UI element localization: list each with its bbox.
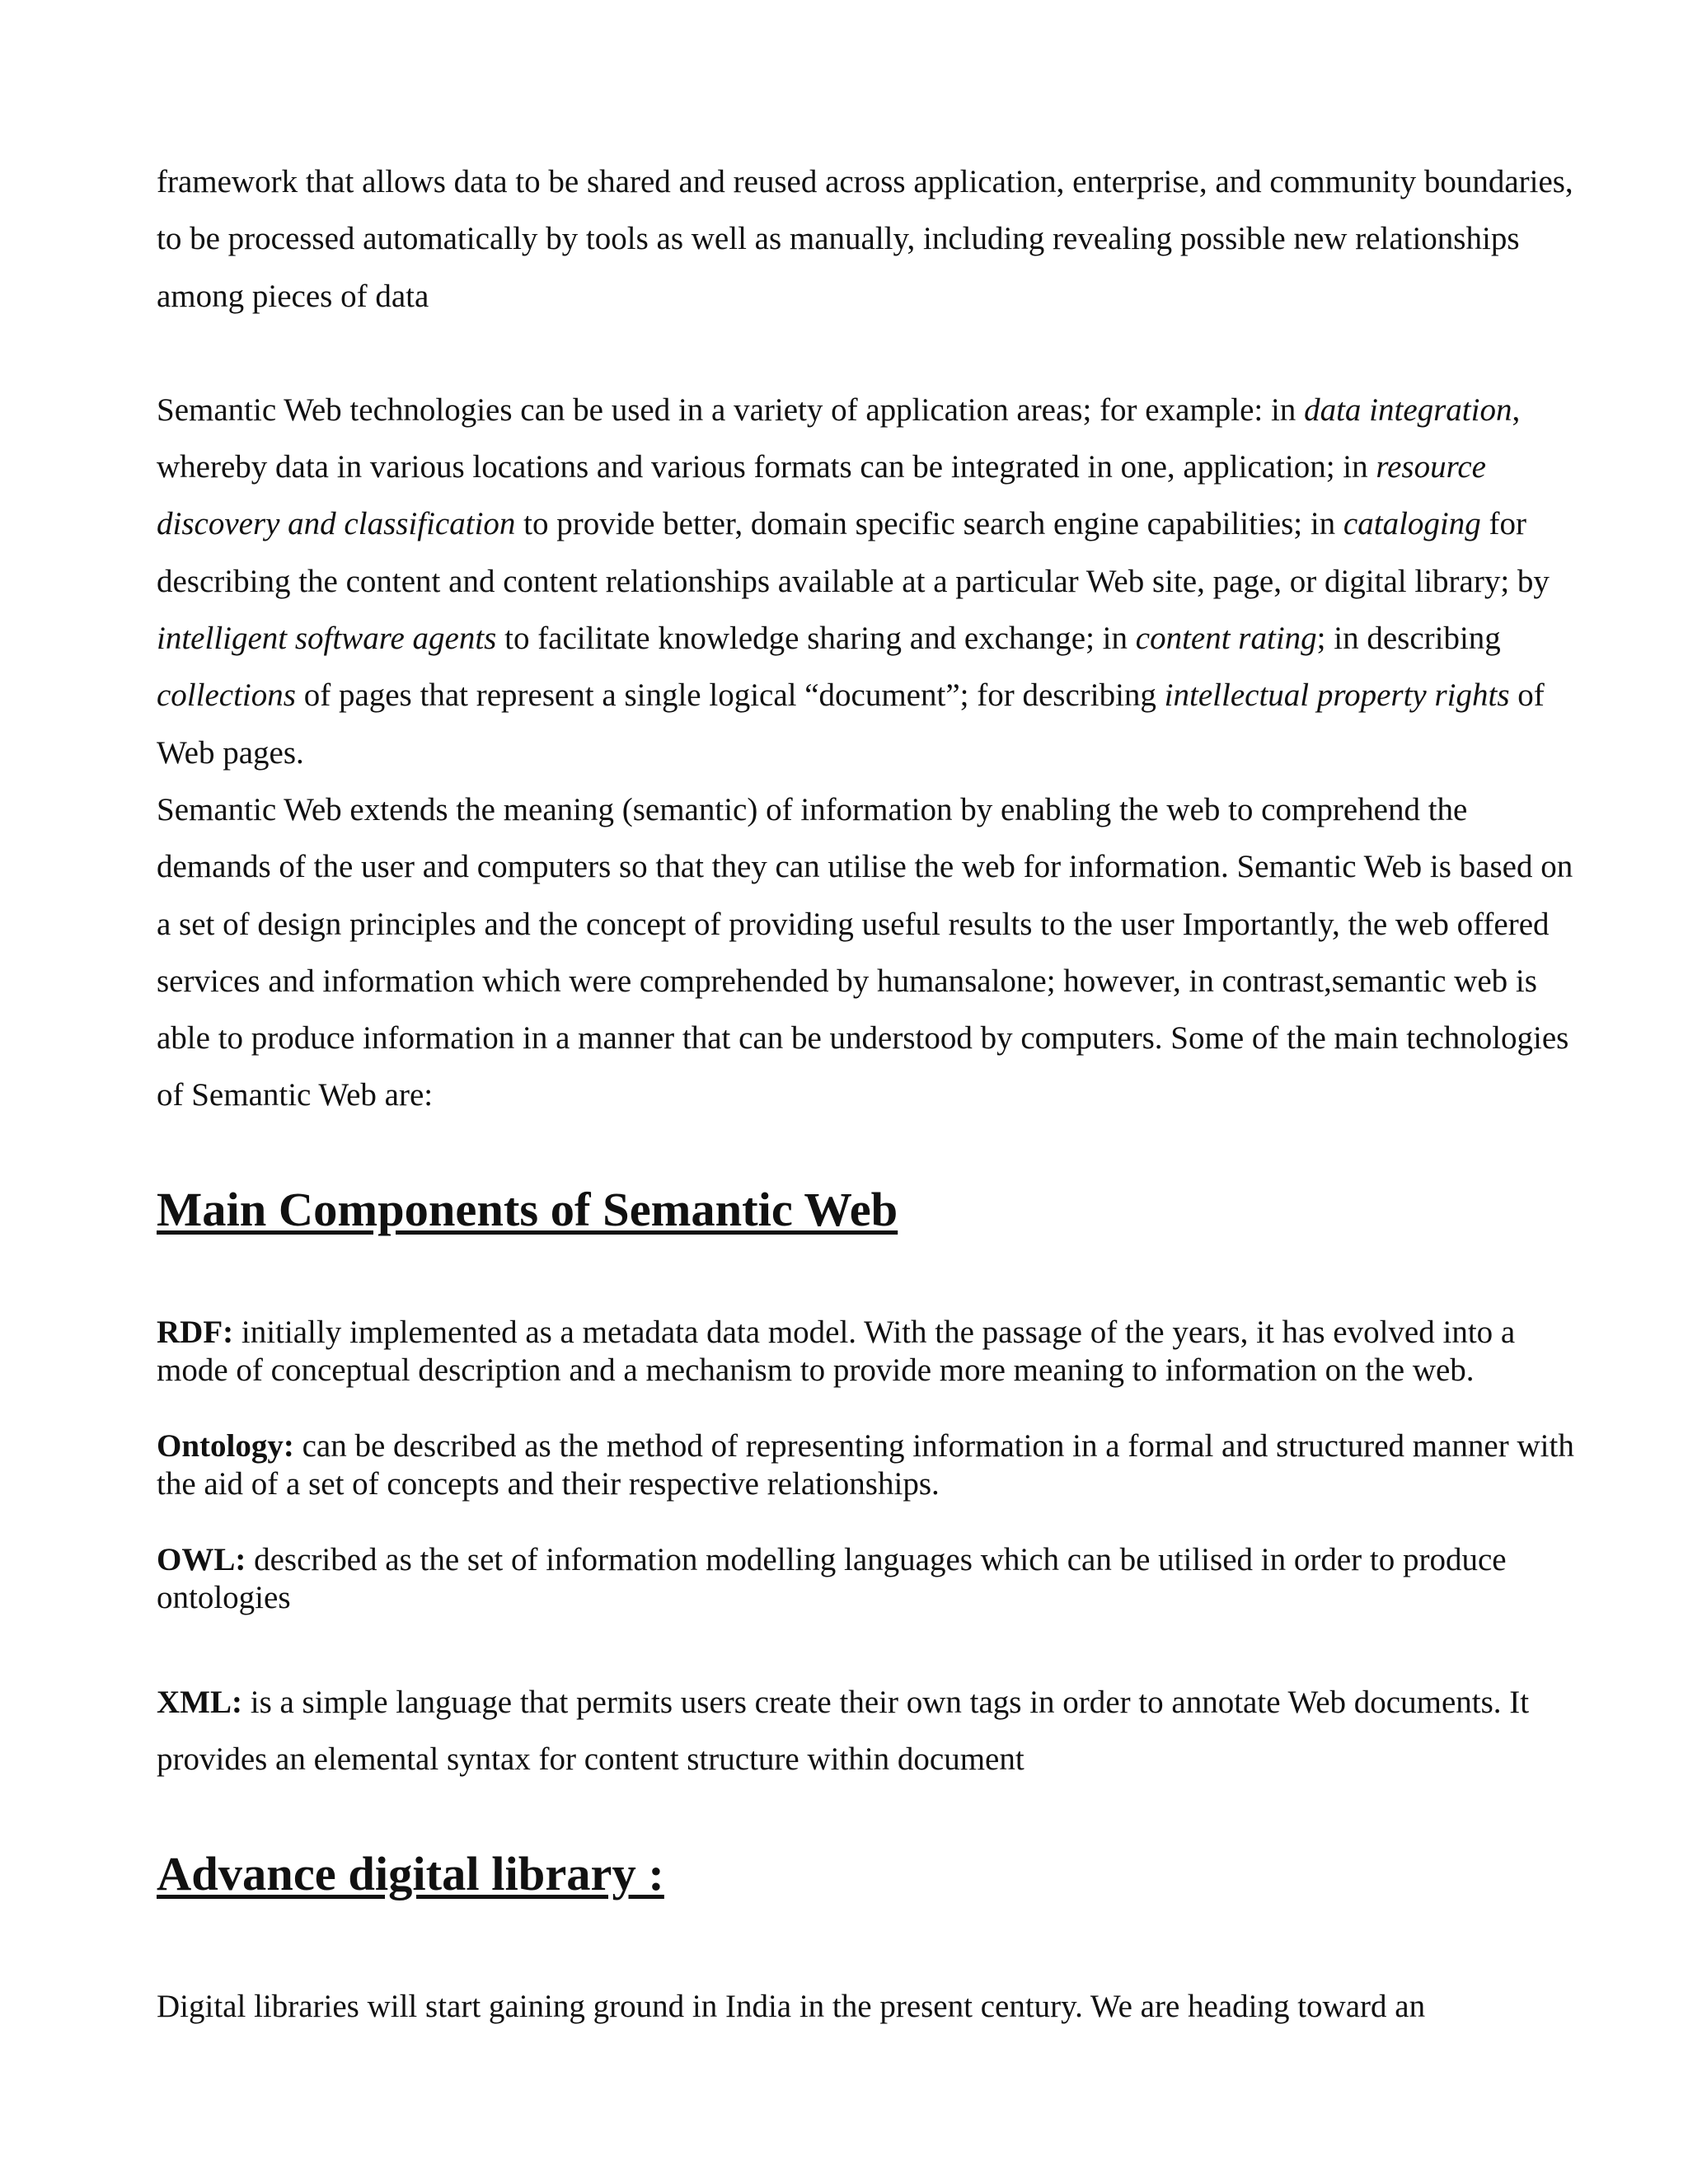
definition-desc-ontology: can be described as the method of representing information in a formal and structured manner with the aid of a set of concepts and their respective relationships. — [157, 1428, 1574, 1502]
definition-term-rdf: RDF: — [157, 1315, 234, 1351]
definition-term-ontology: Ontology: — [157, 1428, 294, 1465]
definition-desc-xml: is a simple language that permits users create their own tags in order to annotate Web documents. It provides an elemental syntax for content structure within document — [157, 1685, 1530, 1778]
text-run: Semantic Web technologies can be used in a variety of application areas; for example: in — [157, 391, 1305, 428]
text-run: to facilitate knowledge sharing and exchange; in — [496, 621, 1136, 657]
definition-xml — [157, 1674, 1574, 1788]
paragraph-spacer — [157, 1124, 1574, 1181]
paragraph-semantic-web-framework: framework that allows data to be shared and reused across application, enterprise, and community boundaries, to be processed automatically by tools as well as manually, including revealing possible new relationships among pieces of data — [157, 164, 1573, 314]
document-page — [157, 153, 1574, 2035]
italic-term-cataloging: cataloging — [1343, 506, 1481, 542]
text-run: for describing the content and content relationships available at a particular Web site, page, or digital library; by — [157, 506, 1550, 599]
text-run: of pages that represent a single logical “document”; for describing — [295, 677, 1165, 714]
definition-term-owl: OWL: — [157, 1542, 246, 1578]
text-run: ; in describing — [1316, 621, 1501, 657]
italic-term-collections: collections — [157, 677, 296, 714]
text-run: to provide better, domain specific search engine capabilities; in — [515, 506, 1343, 542]
heading-main-components: Main Components of Semantic Web — [157, 1182, 898, 1236]
paragraph-spacer — [157, 1788, 1574, 1845]
italic-term-ip-rights: intellectual property rights — [1164, 677, 1510, 714]
text-run: of Web pages. — [157, 677, 1545, 771]
paragraph-spacer — [157, 325, 1574, 382]
paragraph-spacer — [157, 1238, 1574, 1314]
paragraph-application-areas — [157, 382, 1574, 781]
definition-desc-rdf: initially implemented as a metadata data model. With the passage of the years, it has evolved into a mode of conceptual description and a mechanism to provide more meaning to information on the web. — [157, 1315, 1516, 1389]
paragraph-spacer — [157, 1902, 1574, 1978]
italic-term-software-agents: intelligent software agents — [157, 621, 497, 657]
paragraph-spacer — [157, 1503, 1574, 1541]
definition-term-xml: XML: — [157, 1685, 242, 1721]
paragraph-semantic-web-extends: Semantic Web extends the meaning (semantic) of information by enabling the web to comprehend the demands of the user and computers so that they can utilise the web for information. Semantic Web is based on a set of design principles and the concept of providing useful results to the user Importantly, the web offered services and information which were comprehended by humansalone; however, in contrast,semantic web is able to produce information in a manner that can be understood by computers. Some of the main technologies of Semantic Web are: — [157, 791, 1573, 1113]
definition-ontology — [157, 1427, 1574, 1503]
paragraph-digital-libraries: Digital libraries will start gaining ground in India in the present century. We are heading toward an — [157, 1988, 1426, 2024]
paragraph-spacer — [157, 1390, 1574, 1427]
paragraph-spacer — [157, 1617, 1574, 1674]
italic-term-data-integration: data integration — [1304, 391, 1512, 428]
definition-rdf — [157, 1314, 1574, 1390]
italic-term-content-rating: content rating — [1135, 621, 1317, 657]
italic-term-resource-discovery: resource discovery and classification — [157, 449, 1486, 542]
definition-owl — [157, 1541, 1574, 1617]
text-run: , whereby data in various locations and various formats can be integrated in one, application; in — [157, 391, 1521, 485]
heading-advance-digital-library: Advance digital library : — [157, 1846, 664, 1900]
definition-desc-owl: described as the set of information modelling languages which can be utilised in order to produce ontologies — [157, 1542, 1507, 1616]
